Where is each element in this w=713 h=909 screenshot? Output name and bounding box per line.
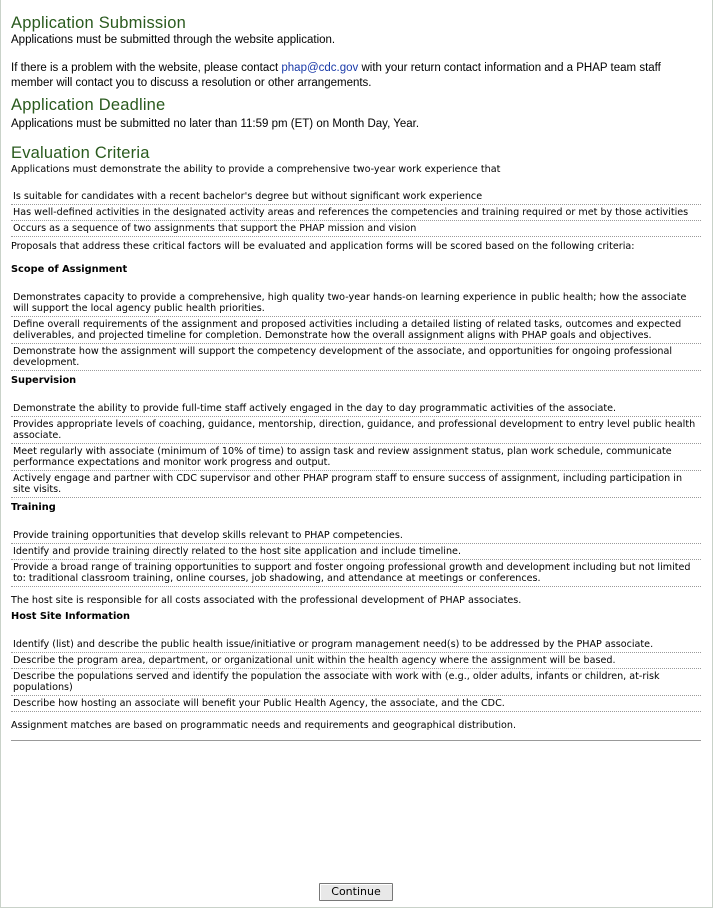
training-costs: The host site is responsible for all costs associated with the professional development of PHAP associates.	[11, 595, 522, 606]
scope-heading: Scope of Assignment	[11, 264, 128, 275]
list-item: Is suitable for candidates with a recent bachelor's degree but without significant work experience	[11, 189, 701, 205]
contact-email-link[interactable]: phap@cdc.gov	[281, 62, 359, 74]
list-item: Describe how hosting an associate will benefit your Public Health Agency, the associate, and the CDC.	[11, 696, 701, 712]
list-item: Occurs as a sequence of two assignments that support the PHAP mission and vision	[11, 221, 701, 237]
continue-button[interactable]: Continue	[319, 883, 393, 901]
list-item: Meet regularly with associate (minimum of 10% of time) to assign task and review assignment status, plan work schedule, communicate performance expectations and monitor work progress and output.	[11, 444, 701, 471]
list-item: Describe the populations served and identify the population the associate with work with (e.g., older adults, infants or children, at-risk populations)	[11, 669, 701, 696]
list-item: Demonstrates capacity to provide a comprehensive, high quality two-year hands-on learning experience in public health; how the associate will support the local agency public health priorities.	[11, 290, 701, 317]
submission-line: Applications must be submitted through the website application.	[11, 34, 336, 46]
deadline-text: Applications must be submitted no later than 11:59 pm (ET) on Month Day, Year.	[11, 118, 420, 130]
supervision-list	[11, 401, 701, 498]
criteria-intro: Applications must demonstrate the ability to provide a comprehensive two-year work experience that	[11, 164, 501, 175]
list-item: Define overall requirements of the assignment and proposed activities including a detailed listing of related tasks, outcomes and expected deliverables, and projected timeline for completion. Demonstrate how the overall assignment aligns with PHAP goals and objectives.	[11, 317, 701, 344]
list-item: Identify (list) and describe the public health issue/initiative or program management need(s) to be addressed by the PHAP associate.	[11, 637, 701, 653]
problem-prefix: If there is a problem with the website, please contact	[11, 62, 282, 74]
criteria-proposals: Proposals that address these critical factors will be evaluated and application forms will be scored based on the following criteria:	[11, 241, 635, 252]
criteria-heading: Evaluation Criteria	[11, 144, 150, 162]
list-item: Provide a broad range of training opportunities to support and foster ongoing professional growth and development including but not limited to: traditional classroom training, online courses, job shadowing, and attendance at meetings or conferences.	[11, 560, 701, 587]
scope-list	[11, 290, 701, 371]
divider	[11, 740, 701, 741]
training-heading: Training	[11, 502, 56, 513]
problem-suffix: with your return contact information and a PHAP team staff member will contact you to discuss a resolution or other arrangements.	[11, 62, 661, 89]
main-content	[11, 0, 701, 741]
submission-problem-text	[11, 61, 681, 91]
list-item: Provides appropriate levels of coaching, guidance, mentorship, direction, guidance, and professional development to entry level public health associate.	[11, 417, 701, 444]
deadline-heading: Application Deadline	[11, 96, 166, 114]
host-matches: Assignment matches are based on programmatic needs and requirements and geographical distribution.	[11, 720, 516, 731]
training-list	[11, 528, 701, 587]
host-list	[11, 637, 701, 712]
supervision-heading: Supervision	[11, 375, 77, 386]
submission-heading: Application Submission	[11, 14, 186, 32]
criteria-list	[11, 189, 701, 237]
list-item: Actively engage and partner with CDC supervisor and other PHAP program staff to ensure success of assignment, including participation in site visits.	[11, 471, 701, 498]
host-heading: Host Site Information	[11, 611, 131, 622]
list-item: Demonstrate the ability to provide full-time staff actively engaged in the day to day programmatic activities of the associate.	[11, 401, 701, 417]
list-item: Provide training opportunities that develop skills relevant to PHAP competencies.	[11, 528, 701, 544]
list-item: Has well-defined activities in the designated activity areas and references the competencies and training required or met by those activities	[11, 205, 701, 221]
list-item: Describe the program area, department, or organizational unit within the health agency where the assignment will be based.	[11, 653, 701, 669]
list-item: Demonstrate how the assignment will support the competency development of the associate, and opportunities for ongoing professional development.	[11, 344, 701, 371]
list-item: Identify and provide training directly related to the host site application and include timeline.	[11, 544, 701, 560]
